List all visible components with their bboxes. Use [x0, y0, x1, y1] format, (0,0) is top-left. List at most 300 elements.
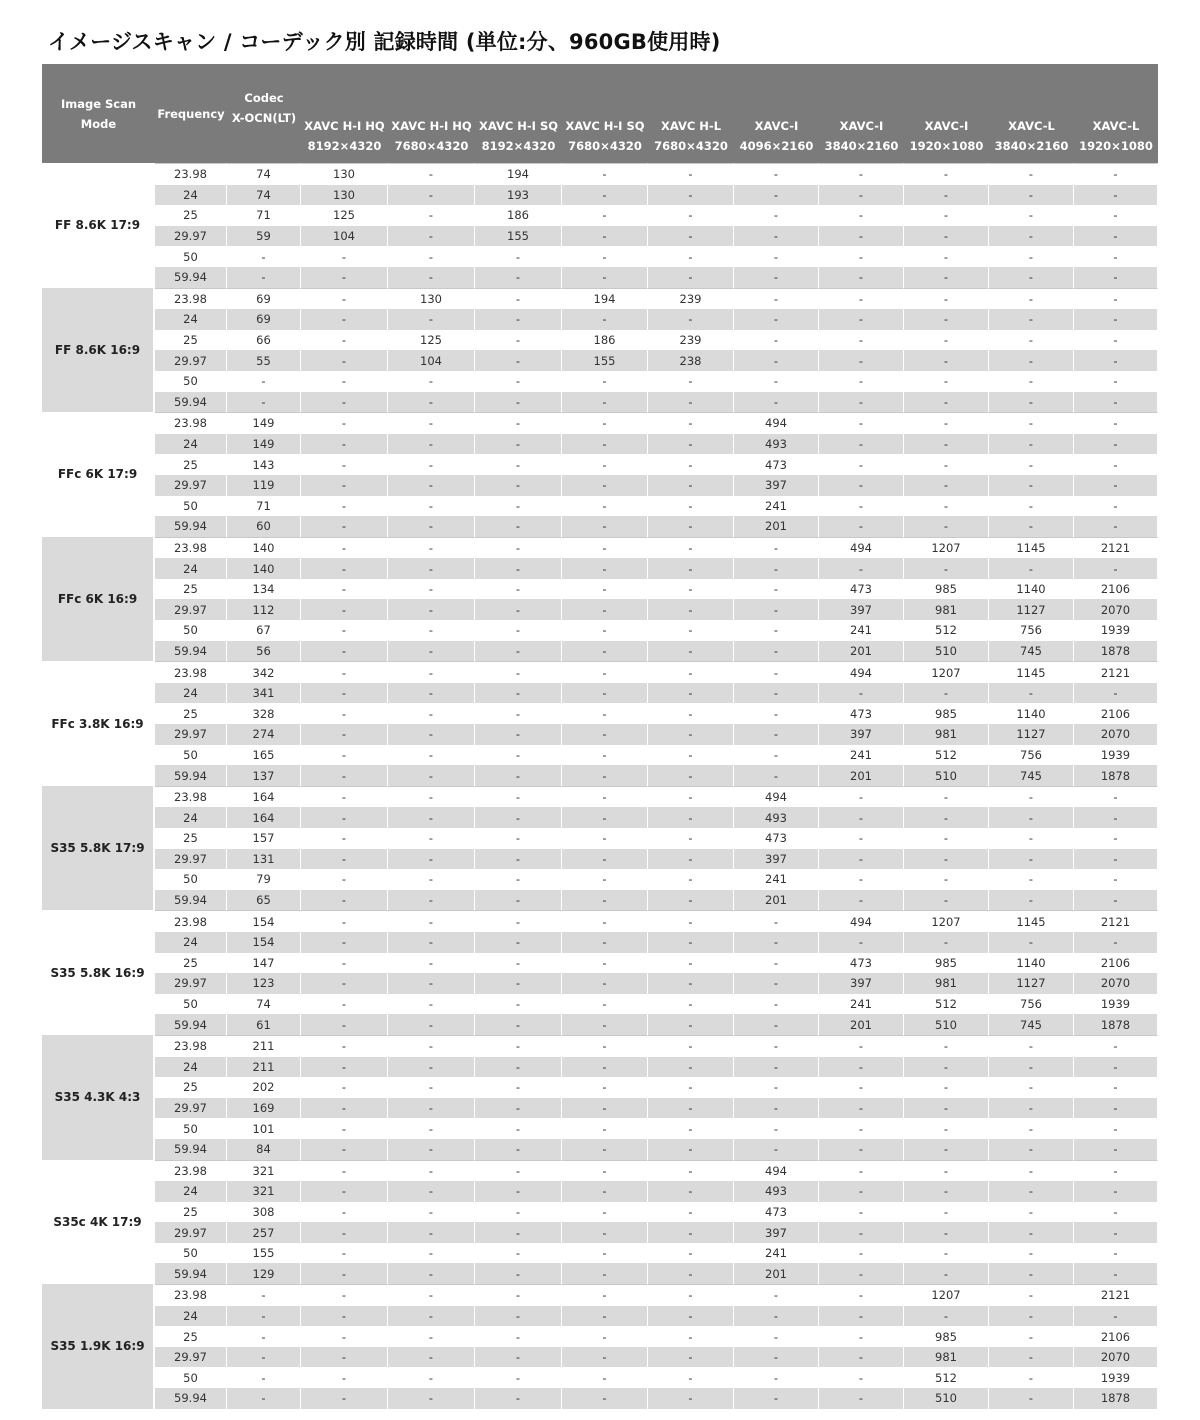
recording-time-cell: -: [819, 454, 904, 475]
recording-time-cell: -: [648, 1263, 734, 1284]
recording-time-cell: -: [819, 1284, 904, 1306]
recording-time-cell: -: [819, 932, 904, 953]
recording-time-cell: -: [734, 205, 819, 226]
recording-time-cell: -: [648, 724, 734, 745]
recording-time-cell: -: [562, 683, 648, 704]
recording-time-cell: -: [301, 558, 388, 579]
table-row: [42, 683, 1158, 704]
recording-time-cell: -: [388, 620, 475, 641]
recording-time-cell: -: [648, 1139, 734, 1160]
recording-time-cell: -: [562, 371, 648, 392]
recording-time-cell: -: [989, 350, 1074, 371]
recording-time-cell: 341: [227, 683, 301, 704]
recording-time-cell: 1207: [904, 1284, 989, 1306]
recording-time-cell: -: [1074, 226, 1158, 247]
recording-time-cell: -: [648, 1222, 734, 1243]
recording-time-cell: -: [648, 1118, 734, 1139]
recording-time-cell: -: [648, 1326, 734, 1347]
recording-time-cell: -: [562, 1139, 648, 1160]
recording-time-cell: -: [562, 579, 648, 600]
recording-time-cell: -: [475, 516, 562, 537]
recording-time-cell: 2106: [1074, 703, 1158, 724]
recording-time-cell: -: [388, 994, 475, 1015]
recording-time-cell: 67: [227, 620, 301, 641]
recording-time-table: [42, 64, 1158, 1409]
scan-mode-cell: S35 5.8K 16:9: [42, 910, 155, 1035]
recording-time-cell: -: [562, 807, 648, 828]
recording-time-cell: 241: [734, 496, 819, 517]
recording-time-cell: -: [301, 786, 388, 808]
codec-column-header: [1074, 108, 1158, 163]
frequency-cell: 24: [155, 434, 227, 455]
recording-time-cell: -: [475, 330, 562, 351]
frequency-cell: 25: [155, 1326, 227, 1347]
recording-time-cell: -: [475, 1035, 562, 1057]
codec-column-header: [819, 108, 904, 163]
recording-time-cell: -: [904, 412, 989, 434]
recording-time-cell: -: [904, 1118, 989, 1139]
codec-resolution: 8192×4320: [481, 139, 556, 153]
recording-time-cell: -: [904, 869, 989, 890]
recording-time-cell: -: [301, 1057, 388, 1078]
recording-time-cell: -: [301, 807, 388, 828]
recording-time-cell: 66: [227, 330, 301, 351]
recording-time-cell: 1140: [989, 579, 1074, 600]
recording-time-cell: -: [562, 973, 648, 994]
recording-time-cell: -: [904, 350, 989, 371]
recording-time-cell: -: [1074, 1306, 1158, 1327]
recording-time-cell: -: [1074, 869, 1158, 890]
recording-time-cell: -: [388, 1098, 475, 1119]
recording-time-cell: -: [562, 496, 648, 517]
recording-time-cell: -: [734, 1057, 819, 1078]
recording-time-cell: 274: [227, 724, 301, 745]
recording-time-cell: -: [989, 1181, 1074, 1202]
recording-time-cell: -: [819, 849, 904, 870]
recording-time-cell: 493: [734, 1181, 819, 1202]
scan-mode-cell: S35 1.9K 16:9: [42, 1284, 155, 1409]
scan-mode-cell: S35 4.3K 4:3: [42, 1035, 155, 1160]
recording-time-cell: -: [734, 1035, 819, 1057]
recording-time-cell: -: [475, 932, 562, 953]
codec-column-header: [904, 108, 989, 163]
recording-time-cell: -: [819, 1263, 904, 1284]
recording-time-cell: -: [648, 496, 734, 517]
frequency-cell: 25: [155, 454, 227, 475]
recording-time-cell: -: [1074, 267, 1158, 288]
recording-time-cell: -: [388, 973, 475, 994]
recording-time-cell: -: [819, 475, 904, 496]
recording-time-cell: -: [648, 869, 734, 890]
table-row: [42, 226, 1158, 247]
recording-time-cell: -: [475, 1367, 562, 1388]
recording-time-cell: -: [562, 1222, 648, 1243]
recording-time-cell: -: [475, 392, 562, 413]
recording-time-cell: -: [301, 371, 388, 392]
codec-name: XAVC H-I HQ: [391, 119, 472, 133]
recording-time-cell: 397: [734, 849, 819, 870]
recording-time-cell: 473: [734, 454, 819, 475]
recording-time-cell: -: [819, 246, 904, 267]
recording-time-cell: -: [819, 1326, 904, 1347]
recording-time-cell: -: [562, 558, 648, 579]
recording-time-cell: -: [475, 745, 562, 766]
recording-time-cell: 193: [475, 185, 562, 206]
frequency-cell: 24: [155, 807, 227, 828]
recording-time-cell: -: [301, 599, 388, 620]
recording-time-cell: -: [648, 475, 734, 496]
recording-time-cell: -: [989, 392, 1074, 413]
recording-time-cell: 981: [904, 724, 989, 745]
recording-time-cell: -: [562, 994, 648, 1015]
recording-time-cell: -: [227, 1367, 301, 1388]
scan-mode-cell: S35 5.8K 17:9: [42, 786, 155, 911]
recording-time-cell: 149: [227, 434, 301, 455]
recording-time-cell: 60: [227, 516, 301, 537]
recording-time-cell: -: [989, 849, 1074, 870]
recording-time-cell: 756: [989, 994, 1074, 1015]
codec-resolution: 3840×2160: [824, 139, 899, 153]
recording-time-cell: 131: [227, 849, 301, 870]
recording-time-cell: -: [734, 163, 819, 185]
recording-time-cell: -: [734, 392, 819, 413]
recording-time-cell: -: [734, 1388, 819, 1409]
recording-time-cell: -: [1074, 1181, 1158, 1202]
table-row: [42, 205, 1158, 226]
recording-time-cell: -: [819, 1139, 904, 1160]
recording-time-cell: 494: [734, 786, 819, 808]
recording-time-cell: -: [301, 765, 388, 786]
table-row: [42, 1263, 1158, 1284]
recording-time-cell: -: [989, 246, 1074, 267]
recording-time-cell: 1878: [1074, 1388, 1158, 1409]
recording-time-cell: -: [301, 1098, 388, 1119]
recording-time-cell: -: [301, 267, 388, 288]
recording-time-cell: -: [388, 267, 475, 288]
recording-time-cell: -: [388, 1347, 475, 1368]
recording-time-cell: 512: [904, 620, 989, 641]
table-row: [42, 1284, 1158, 1306]
recording-time-cell: -: [819, 330, 904, 351]
recording-time-cell: -: [1074, 1139, 1158, 1160]
recording-time-cell: -: [989, 807, 1074, 828]
recording-time-cell: 494: [819, 661, 904, 683]
recording-time-cell: 985: [904, 579, 989, 600]
recording-time-cell: 1939: [1074, 994, 1158, 1015]
recording-time-cell: -: [648, 537, 734, 559]
recording-time-cell: 239: [648, 288, 734, 310]
recording-time-cell: 194: [562, 288, 648, 310]
table-row: [42, 1035, 1158, 1057]
recording-time-cell: -: [734, 683, 819, 704]
recording-time-cell: -: [388, 765, 475, 786]
recording-time-cell: -: [819, 1118, 904, 1139]
frequency-cell: 59.94: [155, 765, 227, 786]
frequency-cell: 23.98: [155, 786, 227, 808]
recording-time-cell: 2121: [1074, 537, 1158, 559]
frequency-cell: 24: [155, 683, 227, 704]
codec-resolution: 7680×4320: [654, 139, 728, 153]
recording-time-cell: 69: [227, 288, 301, 310]
recording-time-cell: -: [904, 516, 989, 537]
recording-time-cell: -: [989, 1202, 1074, 1223]
recording-time-cell: -: [648, 1284, 734, 1306]
recording-time-cell: -: [301, 1077, 388, 1098]
recording-time-cell: 79: [227, 869, 301, 890]
scan-mode-cell: FF 8.6K 16:9: [42, 288, 155, 413]
recording-time-cell: 164: [227, 786, 301, 808]
recording-time-cell: -: [904, 288, 989, 310]
recording-time-cell: -: [1074, 1077, 1158, 1098]
recording-time-cell: 241: [819, 745, 904, 766]
codec-column-header: [562, 108, 648, 163]
recording-time-cell: -: [388, 1014, 475, 1035]
recording-time-cell: 74: [227, 163, 301, 185]
recording-time-cell: -: [819, 371, 904, 392]
recording-time-cell: -: [989, 683, 1074, 704]
codec-resolution: 7680×4320: [394, 139, 469, 153]
recording-time-cell: -: [1074, 288, 1158, 310]
recording-time-cell: -: [648, 953, 734, 974]
recording-time-cell: -: [562, 1306, 648, 1327]
recording-time-cell: -: [301, 1263, 388, 1284]
recording-time-cell: -: [734, 745, 819, 766]
recording-time-cell: -: [648, 1098, 734, 1119]
recording-time-cell: -: [904, 932, 989, 953]
recording-time-cell: -: [301, 412, 388, 434]
recording-time-cell: 1939: [1074, 620, 1158, 641]
recording-time-cell: -: [989, 496, 1074, 517]
recording-time-cell: -: [301, 724, 388, 745]
recording-time-cell: -: [388, 724, 475, 745]
table-row: [42, 246, 1158, 267]
frequency-cell: 23.98: [155, 537, 227, 559]
recording-time-cell: -: [734, 1098, 819, 1119]
recording-time-cell: -: [819, 828, 904, 849]
frequency-cell: 25: [155, 1077, 227, 1098]
recording-time-cell: -: [301, 1388, 388, 1409]
recording-time-cell: -: [648, 1035, 734, 1057]
recording-time-cell: -: [819, 869, 904, 890]
recording-time-cell: -: [734, 1077, 819, 1098]
table-row: [42, 537, 1158, 559]
recording-time-cell: -: [989, 786, 1074, 808]
recording-time-cell: -: [388, 1243, 475, 1264]
recording-time-cell: -: [734, 1118, 819, 1139]
recording-time-cell: -: [734, 953, 819, 974]
recording-time-cell: -: [301, 434, 388, 455]
recording-time-cell: 2106: [1074, 579, 1158, 600]
recording-time-cell: 143: [227, 454, 301, 475]
recording-time-cell: -: [301, 1160, 388, 1182]
codec-header-label: Codec: [244, 91, 284, 105]
recording-time-cell: 2121: [1074, 910, 1158, 932]
recording-time-cell: 140: [227, 537, 301, 559]
recording-time-cell: -: [819, 205, 904, 226]
recording-time-cell: -: [388, 309, 475, 330]
recording-time-cell: 494: [734, 1160, 819, 1182]
recording-time-cell: 125: [301, 205, 388, 226]
recording-time-cell: 473: [819, 953, 904, 974]
recording-time-cell: 186: [562, 330, 648, 351]
recording-time-cell: -: [648, 973, 734, 994]
recording-time-cell: 56: [227, 641, 301, 662]
frequency-cell: 59.94: [155, 1388, 227, 1409]
recording-time-cell: 154: [227, 932, 301, 953]
recording-time-cell: -: [904, 309, 989, 330]
recording-time-cell: 1207: [904, 537, 989, 559]
recording-time-cell: -: [648, 392, 734, 413]
recording-time-cell: -: [989, 1306, 1074, 1327]
recording-time-cell: 981: [904, 1347, 989, 1368]
frequency-cell: 25: [155, 703, 227, 724]
frequency-cell: 24: [155, 1181, 227, 1202]
recording-time-cell: -: [562, 890, 648, 911]
table-row: [42, 932, 1158, 953]
recording-time-cell: -: [904, 434, 989, 455]
recording-time-cell: -: [989, 267, 1074, 288]
recording-time-cell: -: [388, 371, 475, 392]
table-row: [42, 1388, 1158, 1409]
recording-time-cell: -: [1074, 392, 1158, 413]
recording-time-cell: -: [648, 703, 734, 724]
frequency-cell: 50: [155, 1243, 227, 1264]
table-row: [42, 1347, 1158, 1368]
recording-time-cell: -: [648, 1367, 734, 1388]
table-row: [42, 1098, 1158, 1119]
recording-time-cell: -: [227, 392, 301, 413]
recording-time-cell: -: [904, 371, 989, 392]
recording-time-cell: -: [648, 807, 734, 828]
recording-time-cell: 241: [819, 994, 904, 1015]
recording-time-cell: -: [562, 246, 648, 267]
recording-time-cell: -: [989, 1367, 1074, 1388]
recording-time-cell: -: [648, 516, 734, 537]
recording-time-cell: -: [989, 1098, 1074, 1119]
recording-time-cell: -: [1074, 1160, 1158, 1182]
recording-time-cell: 154: [227, 910, 301, 932]
recording-time-cell: 473: [734, 1202, 819, 1223]
recording-time-cell: -: [904, 392, 989, 413]
recording-time-cell: -: [734, 1139, 819, 1160]
recording-time-cell: 239: [648, 330, 734, 351]
recording-time-cell: -: [301, 973, 388, 994]
recording-time-cell: -: [904, 828, 989, 849]
recording-time-cell: 74: [227, 185, 301, 206]
recording-time-cell: -: [819, 890, 904, 911]
recording-time-cell: 321: [227, 1160, 301, 1182]
page-title: イメージスキャン / コーデック別 記録時間 (単位:分、960GB使用時): [48, 30, 721, 54]
recording-time-cell: -: [734, 661, 819, 683]
recording-time-cell: -: [819, 558, 904, 579]
frequency-cell: 29.97: [155, 226, 227, 247]
frequency-cell: 23.98: [155, 1160, 227, 1182]
recording-time-cell: 512: [904, 1367, 989, 1388]
recording-time-cell: -: [648, 683, 734, 704]
frequency-cell: 29.97: [155, 973, 227, 994]
recording-time-cell: -: [989, 1139, 1074, 1160]
recording-time-cell: -: [388, 1388, 475, 1409]
codec-resolution: 7680×4320: [568, 139, 642, 153]
recording-time-cell: -: [1074, 807, 1158, 828]
recording-time-cell: -: [819, 288, 904, 310]
table-row: [42, 1139, 1158, 1160]
recording-time-cell: -: [1074, 683, 1158, 704]
scan-mode-cell: FFc 3.8K 16:9: [42, 661, 155, 786]
recording-time-cell: -: [1074, 1202, 1158, 1223]
recording-time-cell: -: [475, 1222, 562, 1243]
recording-time-cell: -: [475, 371, 562, 392]
recording-time-cell: 65: [227, 890, 301, 911]
recording-time-cell: 494: [819, 537, 904, 559]
recording-time-cell: -: [734, 973, 819, 994]
recording-time-cell: -: [1074, 454, 1158, 475]
codec-header: [227, 64, 301, 108]
recording-time-cell: 1939: [1074, 745, 1158, 766]
recording-time-cell: -: [301, 1243, 388, 1264]
frequency-cell: 24: [155, 1057, 227, 1078]
recording-time-cell: 397: [819, 724, 904, 745]
recording-time-cell: -: [1074, 1057, 1158, 1078]
recording-time-cell: -: [904, 786, 989, 808]
recording-time-cell: -: [819, 1347, 904, 1368]
recording-time-cell: -: [648, 745, 734, 766]
recording-time-cell: -: [301, 392, 388, 413]
recording-time-cell: -: [734, 765, 819, 786]
table-row: [42, 703, 1158, 724]
recording-time-cell: -: [1074, 516, 1158, 537]
frequency-cell: 23.98: [155, 1035, 227, 1057]
frequency-cell: 29.97: [155, 475, 227, 496]
codec-column-header: [734, 108, 819, 163]
frequency-cell: 29.97: [155, 724, 227, 745]
recording-time-cell: -: [301, 246, 388, 267]
table-row: [42, 1367, 1158, 1388]
frequency-cell: 23.98: [155, 661, 227, 683]
table-row: [42, 330, 1158, 351]
recording-time-cell: -: [989, 890, 1074, 911]
recording-time-cell: -: [819, 1202, 904, 1223]
table-row: [42, 1306, 1158, 1327]
recording-time-cell: -: [989, 869, 1074, 890]
recording-time-cell: -: [734, 724, 819, 745]
frequency-cell: 50: [155, 1118, 227, 1139]
recording-time-cell: -: [648, 1306, 734, 1327]
recording-time-cell: 238: [648, 350, 734, 371]
frequency-cell: 29.97: [155, 1222, 227, 1243]
table-row: [42, 849, 1158, 870]
recording-time-cell: -: [388, 1263, 475, 1284]
recording-time-cell: -: [989, 1160, 1074, 1182]
recording-time-cell: 2121: [1074, 1284, 1158, 1306]
table-row: [42, 1243, 1158, 1264]
codec-column-header: [301, 108, 388, 163]
frequency-cell: 24: [155, 1306, 227, 1327]
recording-time-cell: -: [562, 1347, 648, 1368]
recording-time-cell: -: [301, 1181, 388, 1202]
recording-time-cell: -: [904, 185, 989, 206]
recording-time-cell: -: [562, 226, 648, 247]
recording-time-cell: 1127: [989, 724, 1074, 745]
recording-time-cell: -: [562, 392, 648, 413]
frequency-cell: 24: [155, 932, 227, 953]
recording-time-cell: -: [1074, 309, 1158, 330]
frequency-cell: 24: [155, 185, 227, 206]
recording-time-cell: -: [989, 371, 1074, 392]
recording-time-cell: -: [734, 579, 819, 600]
recording-time-cell: 55: [227, 350, 301, 371]
table-row: [42, 558, 1158, 579]
